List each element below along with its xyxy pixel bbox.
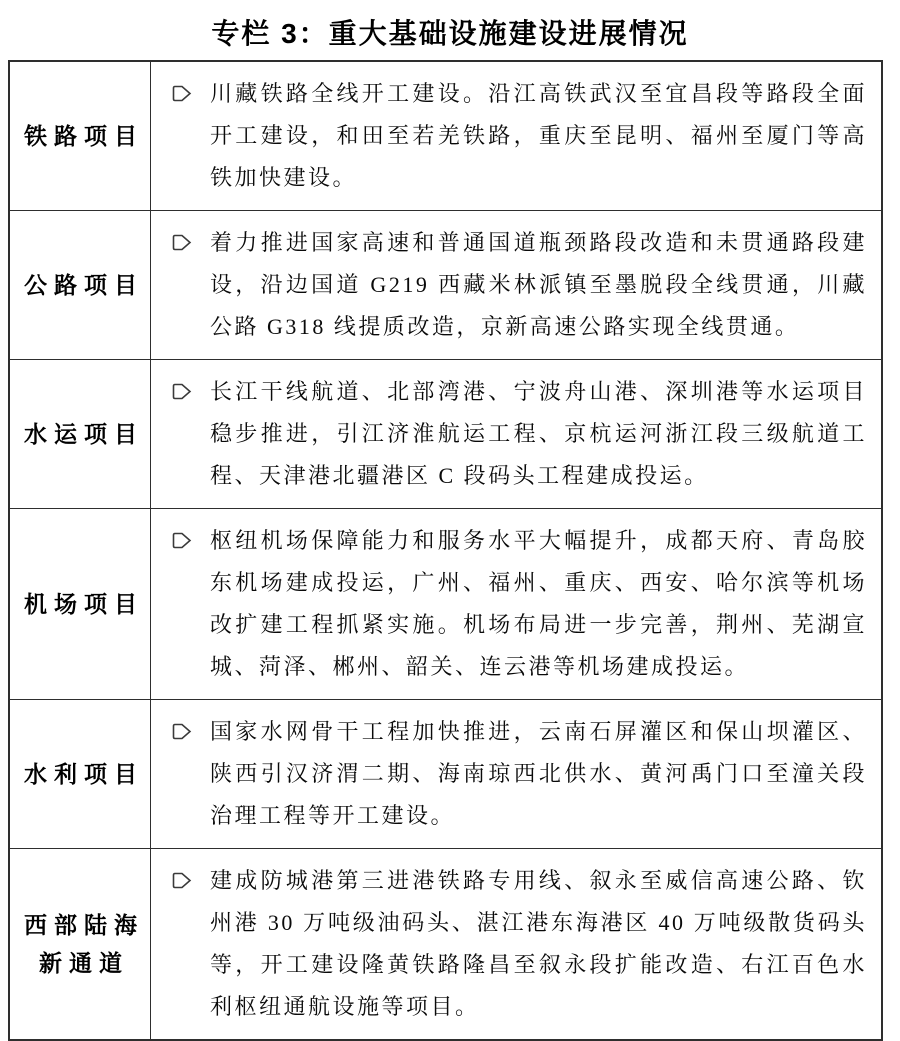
row-content bbox=[151, 509, 881, 699]
arrow-right-outline-icon bbox=[170, 870, 193, 891]
row-text: 着力推进国家高速和普通国道瓶颈路段改造和未贯通路段建设，沿边国道 G219 西藏米林派镇至墨脱段全线贯通，川藏公路 G318 线提质改造，京新高速公路实现全线贯通。 bbox=[210, 230, 867, 339]
table-row-highway bbox=[10, 210, 881, 359]
row-content bbox=[151, 700, 881, 848]
row-text: 建成防城港第三进港铁路专用线、叙永至威信高速公路、钦州港 30 万吨级油码头、湛江港东海港区 40 万吨级散货码头等，开工建设隆黄铁路隆昌至叙永段扩能改造、右江百色水利枢纽通航设施等项目。 bbox=[210, 868, 867, 1019]
row-content bbox=[151, 360, 881, 508]
arrow-right-outline-icon bbox=[170, 381, 193, 402]
row-text: 长江干线航道、北部湾港、宁波舟山港、深圳港等水运项目稳步推进，引江济淮航运工程、京杭运河浙江段三级航道工程、天津港北疆港区 C 段码头工程建成投运。 bbox=[210, 379, 867, 488]
row-content bbox=[151, 849, 881, 1039]
table-row-airport bbox=[10, 508, 881, 699]
row-label: 水运项目 bbox=[10, 360, 151, 508]
row-text: 国家水网骨干工程加快推进，云南石屏灌区和保山坝灌区、陕西引汉济渭二期、海南琼西北供水、黄河禹门口至潼关段治理工程等开工建设。 bbox=[210, 719, 867, 828]
arrow-right-outline-icon bbox=[170, 232, 193, 253]
infrastructure-progress-table bbox=[8, 60, 883, 1041]
row-content bbox=[151, 62, 881, 210]
table-row-waterway bbox=[10, 359, 881, 508]
table-row-western-corridor bbox=[10, 848, 881, 1039]
row-text: 枢纽机场保障能力和服务水平大幅提升，成都天府、青岛胶东机场建成投运，广州、福州、重庆、西安、哈尔滨等机场改扩建工程抓紧实施。机场布局进一步完善，荆州、芜湖宣城、菏泽、郴州、韶关、连云港等机场建成投运。 bbox=[210, 528, 867, 679]
table-row-water-conservancy bbox=[10, 699, 881, 848]
row-label: 机场项目 bbox=[10, 509, 151, 699]
table-row-railway bbox=[10, 62, 881, 210]
arrow-right-outline-icon bbox=[170, 721, 193, 742]
row-label: 铁路项目 bbox=[10, 62, 151, 210]
row-label: 水利项目 bbox=[10, 700, 151, 848]
arrow-right-outline-icon bbox=[170, 83, 193, 104]
row-content bbox=[151, 211, 881, 359]
row-label: 西部陆海新通道 bbox=[10, 849, 151, 1039]
row-label: 公路项目 bbox=[10, 211, 151, 359]
row-text: 川藏铁路全线开工建设。沿江高铁武汉至宜昌段等路段全面开工建设，和田至若羌铁路，重庆至昆明、福州至厦门等高铁加快建设。 bbox=[210, 81, 867, 190]
page-title: 专栏 3：重大基础设施建设进展情况 bbox=[211, 18, 689, 49]
arrow-right-outline-icon bbox=[170, 530, 193, 551]
